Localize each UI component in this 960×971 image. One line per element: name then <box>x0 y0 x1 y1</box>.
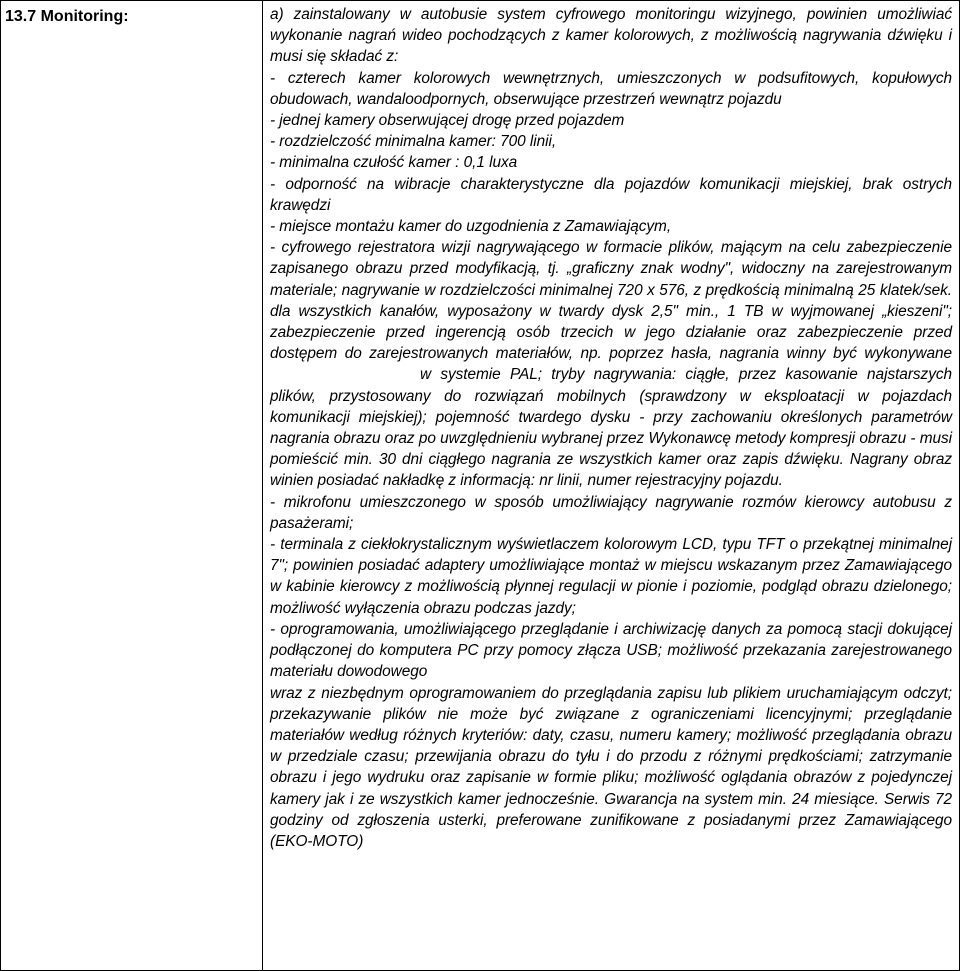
recorder-continued-text: w systemie PAL; tryby nagrywania: ciągłe, przez kasowanie najstarszych plików, przystosowany do rozwiązań mobilnych (sprawdzony w eksploatacji w pojazdach komunikacji miejskiej); pojemność twardego dysku - przy zachowaniu określonych parametrów nagrania obrazu oraz po uwzględnieniu wybranej przez Wykonawcę metody kompresji obrazu - musi pomieścić min. 30 dni ciągłego nagrania ze wszystkich kamer oraz zapis dźwięku. Nagrany obraz winien posiadać nakładkę z informacją: nr linii, numer rejestracyjny pojazdu. <box>270 366 952 490</box>
paragraph-microphone: - mikrofonu umieszczonego w sposób umożliwiający nagrywanie rozmów kierowcy autobusu z pasażerami; <box>270 493 952 532</box>
section-content-cell <box>262 0 960 971</box>
recorder-text: - cyfrowego rejestratora wizji nagrywającego w formacie plików, mającym na celu zabezpieczenie zapisanego obrazu przed modyfikacją, tj. „graficzny znak wodny", widoczny na zarejestrowanym materiale; nagrywanie w rozdzielczości minimalnej 720 x 576, z prędkością minimalną 25 klatek/sek. dla wszystkich kanałów, wyposażony w twardy dysk 2,5" min., 1 TB w wyjmowanej „kieszeni"; zabezpieczenie przed ingerencją osób trzecich w jego działanie oraz zabezpieczenie przed dostępem do zarejestrowanych materiałów, np. poprzez hasła, nagrania winny być wykonywane <box>270 239 952 363</box>
paragraph-vibration: - odporność na wibracje charakterystyczne dla pojazdów komunikacji miejskiej, brak ostrych krawędzi <box>270 175 952 214</box>
paragraph-resolution: - rozdzielczość minimalna kamer: 700 linii, <box>270 133 557 151</box>
section-label-cell <box>0 0 262 971</box>
paragraph-software: - oprogramowania, umożliwiającego przeglądanie i archiwizację danych za pomocą stacji dokującej podłączonej do komputera PC przy pomocy złącza USB; możliwość przekazania zarejestrowanego materiału dowodowego <box>270 620 952 681</box>
paragraph-recorder <box>270 237 952 491</box>
paragraph-internal-cameras: - czterech kamer kolorowych wewnętrznych, umieszczonych w podsufitowych, kopułowych obudowach, wandaloodpornych, obserwujące przestrzeń wewnątrz pojazdu <box>270 69 952 108</box>
paragraph-software-details: wraz z niezbędnym oprogramowaniem do przeglądania zapisu lub plikiem uruchamiającym odczyt; przekazywanie plików nie może być związane z ograniczeniami licencyjnymi; przeglądanie materiałów według różnych kryteriów: daty, czasu, numeru kamery; możliwość przeglądania obrazu w przedziale czasu; przewijania obrazu do tyłu i do przodu z różnymi prędkościami; zatrzymanie obrazu i jego wydruku oraz zapisanie w formie pliku; możliwość oglądania obrazów z pojedynczej kamery jak i ze wszystkich kamer jednocześnie. Gwarancja na system min. 24 miesiące. Serwis 72 godziny od zgłoszenia usterki, preferowane zunifikowane z posiadanymi przez Zamawiającego (EKO-MOTO) <box>270 684 952 850</box>
paragraph-road-camera: - jednej kamery obserwującej drogę przed pojazdem <box>270 112 625 130</box>
paragraph-terminal: - terminala z ciekłokrystalicznym wyświetlaczem kolorowym LCD, typu TFT o przekątnej minimalnej 7"; powinien posiadać adaptery umożliwiające montaż w miejscu wskazanym przez Zamawiającego w kabinie kierowcy z możliwością płynnej regulacji w pionie i poziomie, podgląd obrazu dzielonego; możliwość wyłączenia obrazu podczas jazdy; <box>270 536 952 617</box>
paragraph-sensitivity: - minimalna czułość kamer : 0,1 luxa <box>270 154 518 172</box>
paragraph-intro: a) zainstalowany w autobusie system cyfrowego monitoringu wizyjnego, powinien umożliwiać wykonanie nagrań wideo pochodzących z kamer kolorowych, z możliwością nagrywania dźwięku i musi się składać z: <box>270 6 952 66</box>
section-label: 13.7 Monitoring: <box>5 8 129 25</box>
paragraph-mounting: - miejsce montażu kamer do uzgodnienia z Zamawiającym, <box>270 218 672 236</box>
